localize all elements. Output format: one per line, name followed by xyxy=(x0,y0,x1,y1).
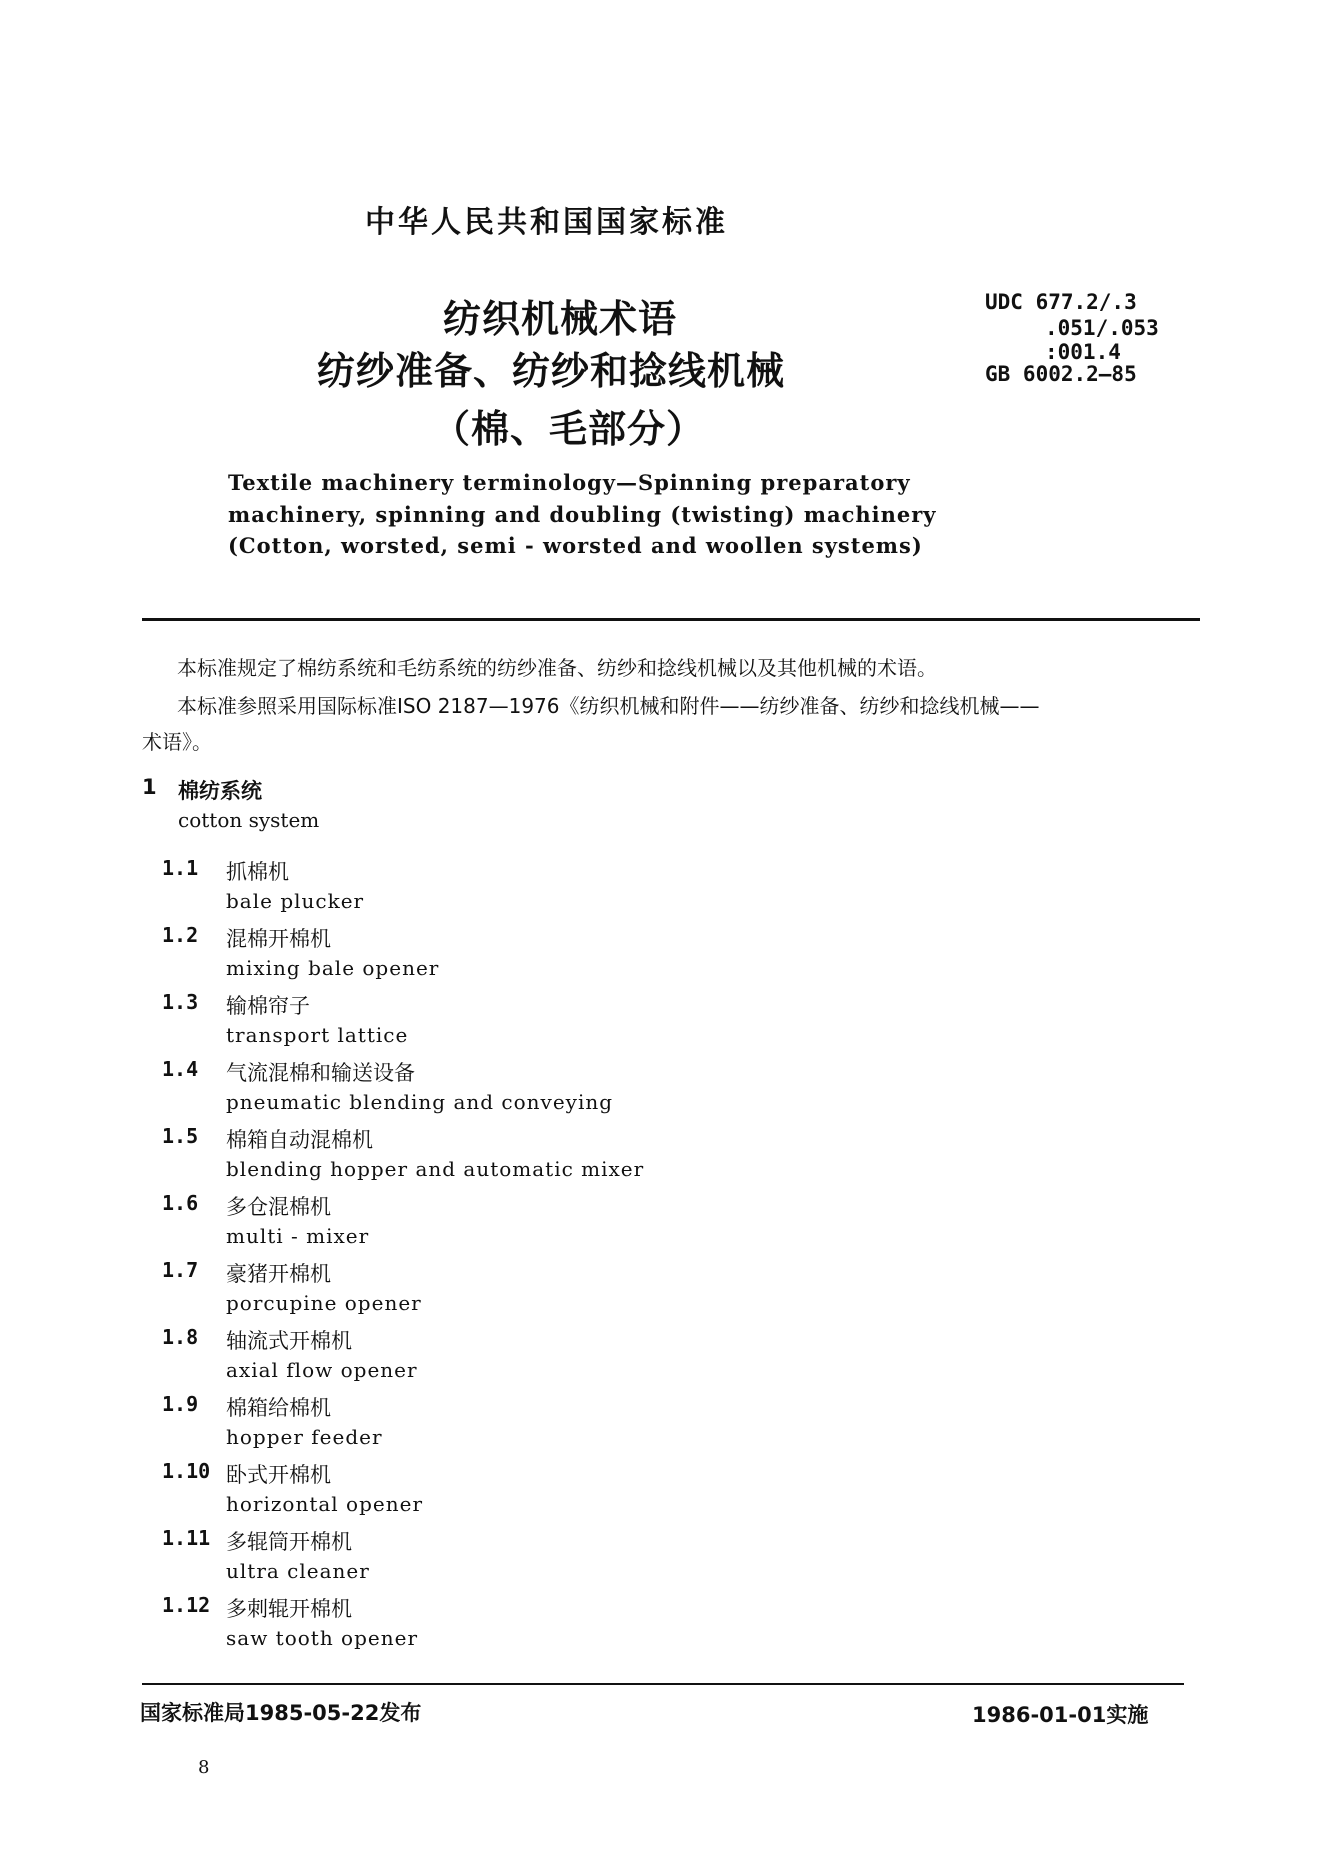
term-entry xyxy=(0,1459,1318,1526)
term-cn: 轴流式开棉机 xyxy=(226,1329,352,1353)
effective-date: 1986-01-01实施 xyxy=(972,1703,1149,1727)
intro-paragraph-1: 本标准规定了棉纺系统和毛纺系统的纺纱准备、纺纱和捻线机械以及其他机械的术语。 xyxy=(177,656,937,680)
title-en-line-1: Textile machinery terminology—Spinning preparatory xyxy=(228,470,911,495)
term-entry xyxy=(0,1593,1318,1660)
term-en: axial flow opener xyxy=(226,1358,418,1382)
term-en: saw tooth opener xyxy=(226,1626,419,1650)
term-en: bale plucker xyxy=(226,889,365,913)
term-number: 1.2 xyxy=(162,923,199,947)
term-en: pneumatic blending and conveying xyxy=(226,1090,614,1114)
term-number: 1.11 xyxy=(162,1526,211,1550)
title-cn-line-2: 纺纱准备、纺纱和捻线机械 xyxy=(317,349,786,393)
term-en: ultra cleaner xyxy=(226,1559,370,1583)
term-number: 1.9 xyxy=(162,1392,199,1416)
term-en: porcupine opener xyxy=(226,1291,422,1315)
term-cn: 混棉开棉机 xyxy=(226,927,331,951)
term-number: 1.12 xyxy=(162,1593,211,1617)
term-cn: 豪猪开棉机 xyxy=(226,1262,331,1286)
term-number: 1.7 xyxy=(162,1258,199,1282)
national-standard-heading: 中华人民共和国国家标准 xyxy=(365,205,728,240)
term-en: hopper feeder xyxy=(226,1425,383,1449)
term-cn: 多辊筒开棉机 xyxy=(226,1530,352,1554)
section-title-cn: 棉纺系统 xyxy=(178,779,262,803)
term-cn: 棉箱给棉机 xyxy=(226,1396,331,1420)
term-cn: 抓棉机 xyxy=(226,860,289,884)
term-list xyxy=(0,856,1318,1660)
term-entry xyxy=(0,1057,1318,1124)
title-en-line-3: (Cotton, worsted, semi - worsted and woollen systems) xyxy=(228,533,923,558)
term-entry xyxy=(0,1124,1318,1191)
term-entry xyxy=(0,1191,1318,1258)
term-en: transport lattice xyxy=(226,1023,409,1047)
title-cn-line-1: 纺织机械术语 xyxy=(443,297,678,341)
udc-code-line-1: UDC 677.2/.3 xyxy=(985,290,1137,314)
section-title-en: cotton system xyxy=(178,808,320,832)
term-entry xyxy=(0,990,1318,1057)
title-cn-line-3: （棉、毛部分） xyxy=(432,407,706,451)
udc-code-line-3: :001.4 xyxy=(1045,340,1121,364)
term-number: 1.3 xyxy=(162,990,199,1014)
term-entry xyxy=(0,1258,1318,1325)
gb-standard-number: GB 6002.2—85 xyxy=(985,362,1137,386)
term-number: 1.1 xyxy=(162,856,199,880)
term-entry xyxy=(0,1526,1318,1593)
term-number: 1.8 xyxy=(162,1325,199,1349)
term-entry xyxy=(0,1392,1318,1459)
term-cn: 多仓混棉机 xyxy=(226,1195,331,1219)
term-cn: 多刺辊开棉机 xyxy=(226,1597,352,1621)
term-cn: 气流混棉和输送设备 xyxy=(226,1061,415,1085)
issue-date: 国家标准局1985-05-22发布 xyxy=(140,1701,422,1725)
intro-paragraph-2: 本标准参照采用国际标准ISO 2187—1976《纺织机械和附件——纺纱准备、纺纱和捻线机械—— xyxy=(177,694,1040,718)
term-en: mixing bale opener xyxy=(226,956,440,980)
page-number: 8 xyxy=(198,1757,210,1778)
term-cn: 卧式开棉机 xyxy=(226,1463,331,1487)
term-entry xyxy=(0,856,1318,923)
term-number: 1.10 xyxy=(162,1459,211,1483)
term-en: multi - mixer xyxy=(226,1224,370,1248)
term-en: horizontal opener xyxy=(226,1492,424,1516)
term-entry xyxy=(0,1325,1318,1392)
term-number: 1.4 xyxy=(162,1057,199,1081)
intro-paragraph-2-continued: 术语》。 xyxy=(142,730,212,754)
term-entry xyxy=(0,923,1318,990)
term-number: 1.5 xyxy=(162,1124,199,1148)
term-cn: 输棉帘子 xyxy=(226,994,310,1018)
udc-code-line-2: .051/.053 xyxy=(1045,316,1159,340)
footer-divider xyxy=(142,1683,1184,1685)
term-number: 1.6 xyxy=(162,1191,199,1215)
section-number: 1 xyxy=(142,775,157,799)
term-en: blending hopper and automatic mixer xyxy=(226,1157,645,1181)
term-cn: 棉箱自动混棉机 xyxy=(226,1128,373,1152)
title-en-line-2: machinery, spinning and doubling (twisting) machinery xyxy=(228,502,937,527)
header-divider xyxy=(142,618,1200,621)
